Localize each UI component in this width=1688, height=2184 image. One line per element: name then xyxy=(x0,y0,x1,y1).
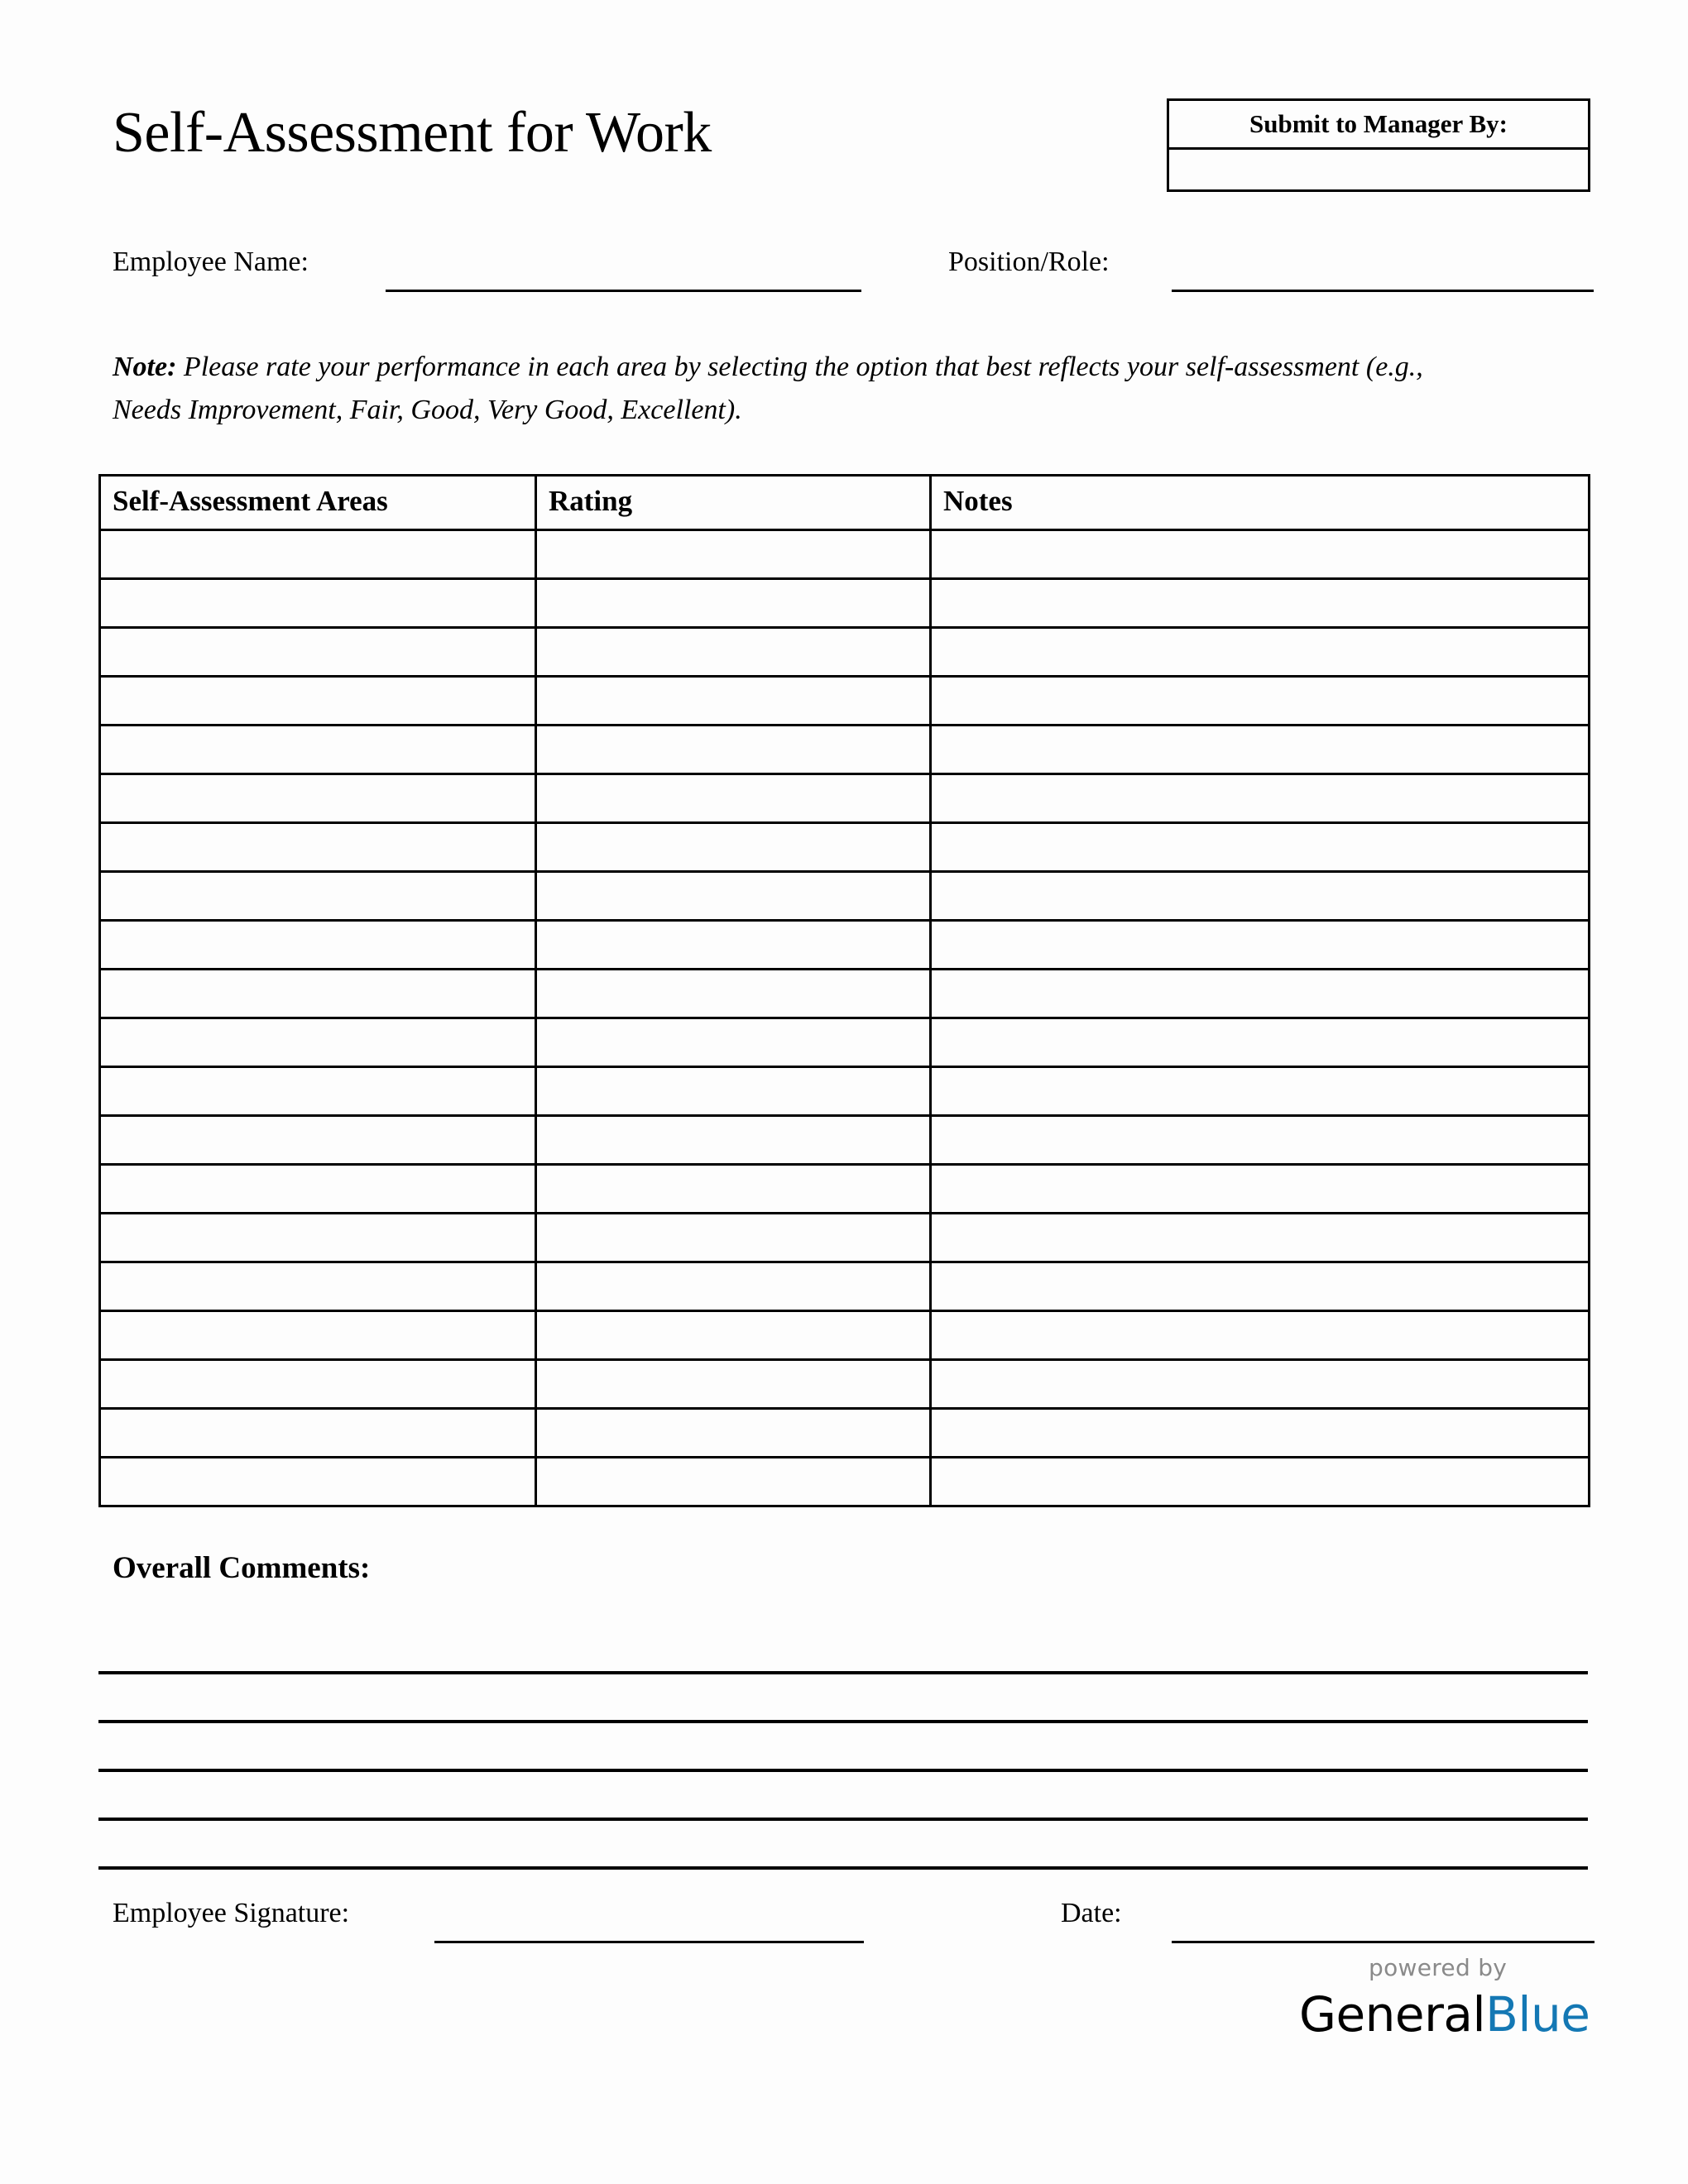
table-cell-notes[interactable] xyxy=(931,628,1590,677)
table-cell-rating[interactable] xyxy=(536,921,931,970)
table-row xyxy=(100,921,1590,970)
position-role-input[interactable] xyxy=(1172,290,1594,292)
table-cell-self-assessment-areas[interactable] xyxy=(100,774,536,823)
instructions-note xyxy=(113,346,1486,431)
employee-signature-label: Employee Signature: xyxy=(113,1898,350,1928)
table-row xyxy=(100,579,1590,628)
table-cell-notes[interactable] xyxy=(931,726,1590,774)
table-cell-rating[interactable] xyxy=(536,1458,931,1506)
table-cell-self-assessment-areas[interactable] xyxy=(100,628,536,677)
table-cell-notes[interactable] xyxy=(931,1165,1590,1214)
submit-to-manager-input[interactable] xyxy=(1169,150,1588,189)
table-cell-self-assessment-areas[interactable] xyxy=(100,1165,536,1214)
table-cell-rating[interactable] xyxy=(536,1262,931,1311)
table-cell-self-assessment-areas[interactable] xyxy=(100,726,536,774)
comment-line[interactable] xyxy=(98,1674,1588,1723)
table-cell-notes[interactable] xyxy=(931,1458,1590,1506)
employee-name-input[interactable] xyxy=(386,290,861,292)
table-cell-notes[interactable] xyxy=(931,1116,1590,1165)
self-assessment-table xyxy=(98,474,1590,1507)
table-row xyxy=(100,1360,1590,1409)
table-cell-rating[interactable] xyxy=(536,1311,931,1360)
table-cell-self-assessment-areas[interactable] xyxy=(100,823,536,872)
table-row xyxy=(100,1262,1590,1311)
overall-comments-heading: Overall Comments: xyxy=(113,1551,371,1585)
table-cell-rating[interactable] xyxy=(536,1409,931,1458)
employee-name-label: Employee Name: xyxy=(113,247,309,277)
column-header-self-assessment-areas: Self-Assessment Areas xyxy=(100,476,536,530)
table-cell-notes[interactable] xyxy=(931,1311,1590,1360)
table-cell-self-assessment-areas[interactable] xyxy=(100,579,536,628)
table-cell-rating[interactable] xyxy=(536,970,931,1018)
table-cell-notes[interactable] xyxy=(931,872,1590,921)
table-cell-self-assessment-areas[interactable] xyxy=(100,1067,536,1116)
column-header-rating: Rating xyxy=(536,476,931,530)
table-cell-notes[interactable] xyxy=(931,823,1590,872)
table-row xyxy=(100,1458,1590,1506)
table-cell-notes[interactable] xyxy=(931,1018,1590,1067)
table-header-row xyxy=(100,476,1590,530)
table-row xyxy=(100,872,1590,921)
table-row xyxy=(100,1165,1590,1214)
powered-by-text: powered by xyxy=(1369,1954,1508,1981)
table-cell-notes[interactable] xyxy=(931,530,1590,579)
table-cell-self-assessment-areas[interactable] xyxy=(100,1262,536,1311)
table-cell-rating[interactable] xyxy=(536,1116,931,1165)
table-body xyxy=(100,530,1590,1506)
generalblue-logo xyxy=(1299,1954,1590,2043)
table-cell-self-assessment-areas[interactable] xyxy=(100,677,536,726)
identity-row xyxy=(113,248,1594,291)
table-cell-notes[interactable] xyxy=(931,1360,1590,1409)
table-cell-rating[interactable] xyxy=(536,530,931,579)
column-header-notes: Notes xyxy=(931,476,1590,530)
table-header xyxy=(100,476,1590,530)
table-cell-self-assessment-areas[interactable] xyxy=(100,921,536,970)
note-text: Please rate your performance in each area by selecting the option that best reflects your self-assessment (e.g., Needs Improvement, Fair, Good, Very Good, Excellent). xyxy=(113,352,1423,425)
page-title: Self-Assessment for Work xyxy=(113,101,712,165)
table-row xyxy=(100,1018,1590,1067)
table-cell-notes[interactable] xyxy=(931,1067,1590,1116)
table-row xyxy=(100,1067,1590,1116)
table-row xyxy=(100,1409,1590,1458)
comment-line[interactable] xyxy=(98,1772,1588,1821)
table-cell-rating[interactable] xyxy=(536,1067,931,1116)
table-row xyxy=(100,628,1590,677)
table-cell-self-assessment-areas[interactable] xyxy=(100,970,536,1018)
brand-wordmark xyxy=(1299,1986,1590,2043)
table-cell-self-assessment-areas[interactable] xyxy=(100,1409,536,1458)
position-role-label: Position/Role: xyxy=(948,247,1110,277)
note-prefix: Note: xyxy=(113,352,177,382)
brand-blue: Blue xyxy=(1485,1986,1590,2043)
comment-line[interactable] xyxy=(98,1723,1588,1772)
table-row xyxy=(100,726,1590,774)
table-cell-self-assessment-areas[interactable] xyxy=(100,1116,536,1165)
table-row xyxy=(100,823,1590,872)
table-cell-rating[interactable] xyxy=(536,1214,931,1262)
table-cell-notes[interactable] xyxy=(931,970,1590,1018)
comment-line[interactable] xyxy=(98,1626,1588,1674)
date-input[interactable] xyxy=(1172,1941,1594,1943)
table-row xyxy=(100,1311,1590,1360)
table-cell-self-assessment-areas[interactable] xyxy=(100,1360,536,1409)
table-row xyxy=(100,677,1590,726)
table-cell-self-assessment-areas[interactable] xyxy=(100,1018,536,1067)
table-row xyxy=(100,530,1590,579)
table-cell-notes[interactable] xyxy=(931,921,1590,970)
comment-line[interactable] xyxy=(98,1821,1588,1870)
table-cell-rating[interactable] xyxy=(536,677,931,726)
table-cell-self-assessment-areas[interactable] xyxy=(100,872,536,921)
submit-to-manager-box xyxy=(1167,98,1590,192)
table-cell-self-assessment-areas[interactable] xyxy=(100,530,536,579)
overall-comments-lines xyxy=(98,1626,1588,1870)
date-label: Date: xyxy=(1061,1898,1122,1928)
table-row xyxy=(100,774,1590,823)
table-cell-rating[interactable] xyxy=(536,1165,931,1214)
table-row xyxy=(100,1116,1590,1165)
employee-signature-input[interactable] xyxy=(434,1941,864,1943)
table-cell-notes[interactable] xyxy=(931,677,1590,726)
table-cell-rating[interactable] xyxy=(536,726,931,774)
table-cell-self-assessment-areas[interactable] xyxy=(100,1311,536,1360)
brand-general: General xyxy=(1299,1986,1486,2043)
table-cell-rating[interactable] xyxy=(536,823,931,872)
table-cell-rating[interactable] xyxy=(536,872,931,921)
submit-to-manager-label: Submit to Manager By: xyxy=(1169,101,1588,150)
table-row xyxy=(100,970,1590,1018)
table-cell-notes[interactable] xyxy=(931,1409,1590,1458)
table-cell-rating[interactable] xyxy=(536,1018,931,1067)
table-row xyxy=(100,1214,1590,1262)
table-cell-notes[interactable] xyxy=(931,774,1590,823)
table-cell-rating[interactable] xyxy=(536,1360,931,1409)
table-cell-rating[interactable] xyxy=(536,579,931,628)
signature-row xyxy=(113,1899,1598,1942)
table-cell-rating[interactable] xyxy=(536,774,931,823)
table-cell-self-assessment-areas[interactable] xyxy=(100,1214,536,1262)
table-cell-rating[interactable] xyxy=(536,628,931,677)
table-cell-self-assessment-areas[interactable] xyxy=(100,1458,536,1506)
table-cell-notes[interactable] xyxy=(931,1262,1590,1311)
table-cell-notes[interactable] xyxy=(931,579,1590,628)
table-cell-notes[interactable] xyxy=(931,1214,1590,1262)
